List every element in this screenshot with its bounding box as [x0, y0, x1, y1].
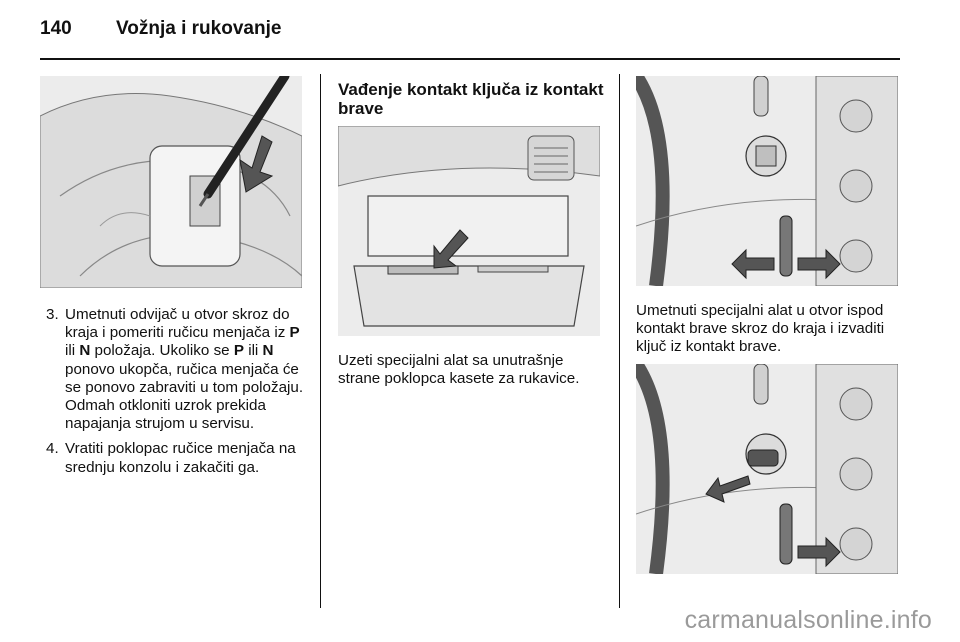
section-title: Vađenje kontakt ključa iz kontakt brave — [338, 80, 604, 118]
step-text — [65, 306, 303, 432]
ignition-tool-insert-illustration — [636, 76, 898, 286]
step-text-run: položaja. Ukoliko se — [90, 342, 234, 360]
page-header — [40, 18, 900, 58]
header-rule — [40, 58, 900, 60]
chapter-title: Vožnja i rukovanje — [116, 18, 282, 39]
gear-position-letter: N — [262, 342, 274, 360]
gear-position-letter: P — [289, 324, 300, 342]
step-4 — [40, 440, 308, 476]
step-text-run: ili — [65, 342, 80, 360]
remove-key-instruction: Umetnuti specijalni alat u otvor ispod kontakt brave skroz do kraja i izvaditi ključ iz kontakt brave. — [636, 302, 885, 356]
glovebox-illustration — [338, 126, 600, 336]
footer-watermark: carmanualsonline.info — [684, 606, 932, 634]
step-number: 4. — [46, 440, 59, 458]
step-3 — [40, 306, 308, 433]
step-text-run: ponovo ukopča, ručica menjača će se ponovo zabraviti u tom položaju. Odmah otkloniti uzrok prekida napajanja strujom u servisu. — [65, 360, 304, 433]
glovebox-instruction: Uzeti specijalni alat sa unutrašnje strane poklopca kasete za rukavice. — [338, 352, 580, 388]
ignition-key-removal-illustration — [636, 364, 898, 574]
page-number: 140 — [40, 18, 72, 39]
gear-position-letter: P — [233, 342, 244, 360]
step-text-run: Umetnuti odvijač u otvor skroz do kraja i pomeriti ručicu menjača iz — [65, 306, 290, 342]
step-number: 3. — [46, 306, 59, 323]
step-text-run: Vratiti poklopac ručice menjača na srednju konzolu i zakačiti ga. — [65, 440, 296, 476]
step-text — [65, 440, 296, 475]
gear-position-letter: N — [79, 342, 91, 360]
procedure-steps — [40, 306, 308, 484]
gear-lever-illustration — [40, 76, 302, 288]
column-divider-2 — [619, 74, 620, 608]
column-divider-1 — [320, 74, 321, 608]
step-text-run: ili — [243, 342, 263, 360]
